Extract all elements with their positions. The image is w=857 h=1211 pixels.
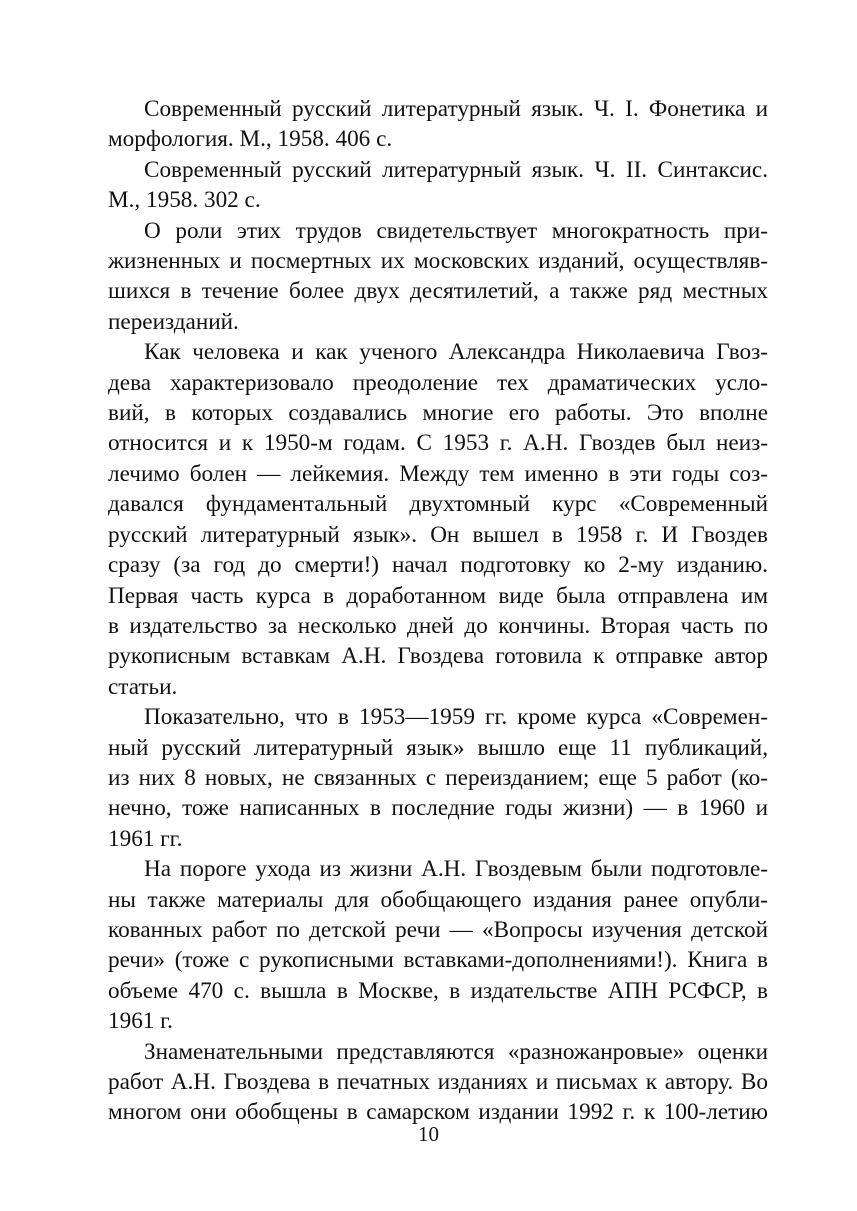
text-line: относится и к 1950-м годам. С 1953 г. А.Н. Гвоздев был неиз- [108,430,768,457]
paragraph [108,216,768,338]
text-line: речи» (тоже с рукописными вставками-дополнениями!). Книга в [108,947,768,974]
text-line: О роли этих трудов свидетельствует многократность при- [144,217,768,244]
paragraph [108,337,768,702]
text-line: работ А.Н. Гвоздева в печатных изданиях и письмах к автору. Во [108,1069,768,1095]
text-line: в издательство за несколько дней до кончины. Вторая часть по [108,612,768,639]
text-line: На пороге ухода из жизни А.Н. Гвоздевым были подготовле- [144,856,768,883]
text-line: нечно, тоже написанных в последние годы жизни) — в 1960 и [108,795,768,822]
text-line: переизданий. [108,308,239,335]
text-line: 1961 гг. [108,825,183,852]
paragraph [108,1037,768,1128]
text-line: ный русский литературный язык» вышло еще 11 публикаций, [108,734,768,761]
text-line: статьи. [108,673,178,700]
text-line: морфология. М., 1958. 406 с. [108,126,393,153]
text-line: сразу (за год до смерти!) начал подготовку ко 2-му изданию. [108,552,768,579]
page-number: 10 [418,1122,439,1146]
text-line: Знаменательными представляются «разножанровые» оценки [144,1038,768,1065]
text-line: давался фундаментальный двухтомный курс «Современный [108,491,768,518]
text-line: многом они обобщены в самарском издании 1992 г. к 100-летию [108,1099,768,1126]
text-line: Первая часть курса в доработанном виде была отправлена им [108,582,768,609]
text-line: лечимо болен — лейкемия. Между тем именно в эти годы соз- [108,460,768,487]
text-line: М., 1958. 302 с. [108,187,261,214]
text-line: шихся в течение более двух десятилетий, а также ряд местных [108,278,768,305]
text-line: ны также материалы для обобщающего издания ранее опубли- [108,886,768,913]
text-line: из них 8 новых, не связанных с переизданием; еще 5 работ (ко- [108,764,768,791]
paragraph [108,94,768,155]
text-line: кованных работ по детской речи — «Вопросы изучения детской [108,916,768,943]
text-line: Как человека и как ученого Александра Николаевича Гвоз- [144,339,768,366]
text-line: дева характеризовало преодоление тех драматических усло- [108,369,768,396]
text-line: рукописным вставкам А.Н. Гвоздева готовила к отправке автор [108,643,768,670]
text-line: Современный русский литературный язык. Ч. I. Фонетика и [144,96,768,122]
text-line: русский литературный язык». Он вышел в 1958 г. И Гвоздев [108,521,768,548]
text-line: 1961 г. [108,1008,173,1035]
text-line: объеме 470 с. вышла в Москве, в издательстве АПН РСФСР, в [108,977,768,1004]
page-body [108,94,768,1128]
text-line: Показательно, что в 1953—1959 гг. кроме курса «Современ- [144,704,768,731]
text-line: Современный русский литературный язык. Ч. II. Синтаксис. [144,156,768,183]
text-line: жизненных и посмертных их московских изданий, осуществляв- [108,248,768,275]
paragraph [108,702,768,854]
text-line: вий, в которых создавались многие его работы. Это вполне [108,400,768,427]
paragraph [108,854,768,1036]
paragraph [108,155,768,216]
